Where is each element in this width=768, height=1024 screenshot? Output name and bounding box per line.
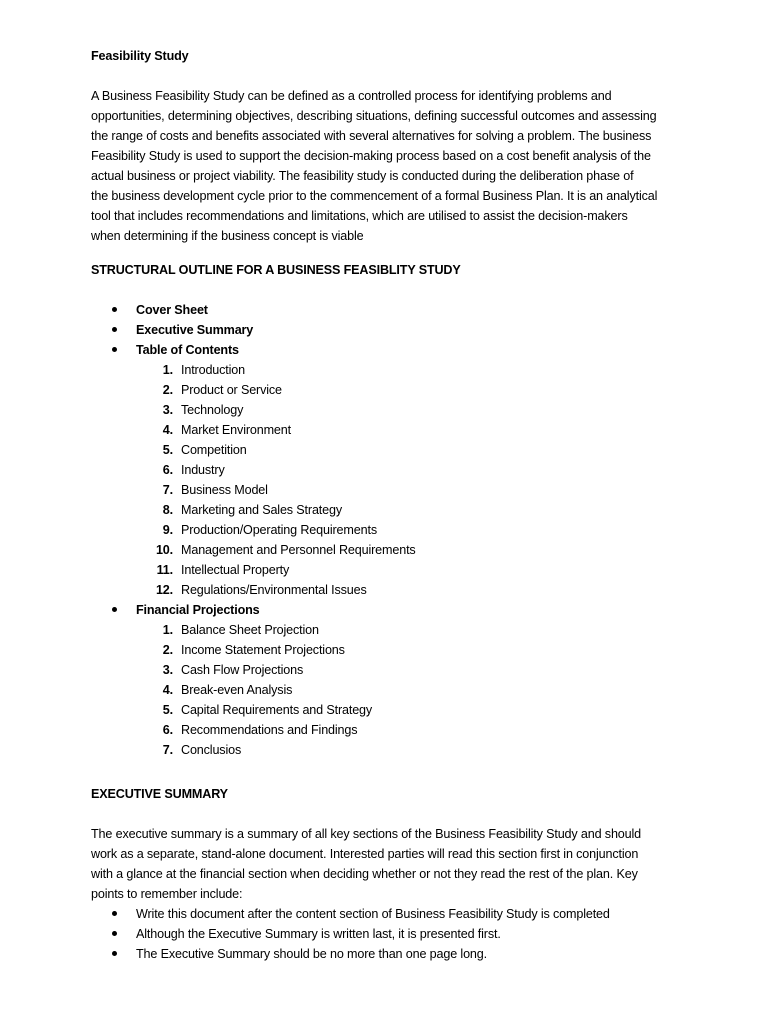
financial-item — [91, 680, 691, 700]
financial-item-number: 4. — [162, 683, 173, 697]
toc-item — [91, 380, 691, 400]
financial-item-number: 5. — [162, 703, 173, 717]
intro-line: tool that includes recommendations and limitations, which are utilised to assist the decision-makers — [91, 209, 628, 223]
exec-point-label: The Executive Summary should be no more than one page long. — [136, 947, 487, 961]
toc-item — [91, 460, 691, 480]
toc-item-label: Business Model — [181, 483, 268, 497]
bullet-icon — [112, 327, 117, 332]
financial-item-label: Balance Sheet Projection — [181, 623, 319, 637]
toc-item-label: Introduction — [181, 363, 246, 377]
exec-line: with a glance at the financial section when deciding whether or not they read the rest of the plan. Key — [91, 867, 638, 881]
outline-item-label: Financial Projections — [136, 603, 260, 617]
financial-item — [91, 700, 691, 720]
bullet-icon — [112, 347, 117, 352]
toc-item-number: 6. — [162, 463, 173, 477]
financial-item — [91, 640, 691, 660]
financial-item-number: 1. — [162, 623, 173, 637]
toc-item — [91, 420, 691, 440]
toc-item-number: 10. — [155, 543, 173, 557]
toc-item — [91, 400, 691, 420]
bullet-icon — [112, 307, 117, 312]
intro-paragraph — [91, 86, 691, 246]
toc-item-label: Industry — [181, 463, 225, 477]
toc-item-label: Marketing and Sales Strategy — [181, 503, 343, 517]
intro-line: the business development cycle prior to the commencement of a formal Business Plan. It is an analytical — [91, 189, 658, 203]
toc-item-label: Market Environment — [181, 423, 291, 437]
toc-item — [91, 520, 691, 540]
toc-item-number: 3. — [162, 403, 173, 417]
toc-item-number: 7. — [162, 483, 173, 497]
outline-item-executive-summary — [91, 320, 691, 340]
exec-point-label: Although the Executive Summary is written last, it is presented first. — [136, 927, 501, 941]
financial-item-number: 7. — [162, 743, 173, 757]
executive-summary-paragraph — [91, 824, 691, 904]
toc-item — [91, 500, 691, 520]
toc-item — [91, 540, 691, 560]
outline-list — [91, 300, 691, 760]
financial-item-label: Income Statement Projections — [181, 643, 345, 657]
toc-item-number: 11. — [156, 563, 173, 577]
bullet-icon — [112, 607, 117, 612]
financial-item-number: 6. — [162, 723, 173, 737]
toc-item-number: 8. — [162, 503, 173, 517]
intro-line: when determining if the business concept is viable — [91, 229, 364, 243]
outline-item-table-of-contents — [91, 340, 691, 360]
intro-line: opportunities, determining objectives, describing situations, defining successful outcomes and assessing — [91, 109, 657, 123]
intro-line: A Business Feasibility Study can be defined as a controlled process for identifying problems and — [91, 89, 612, 103]
bullet-icon — [112, 931, 117, 936]
financial-item-label: Conclusios — [181, 743, 242, 757]
toc-item-number: 4. — [162, 423, 173, 437]
financial-item-label: Cash Flow Projections — [181, 663, 304, 677]
bullet-icon — [112, 951, 117, 956]
financial-item — [91, 660, 691, 680]
toc-item-number: 2. — [162, 383, 173, 397]
financial-item-number: 2. — [162, 643, 173, 657]
intro-line: Feasibility Study is used to support the decision-making process based on a cost benefit analysis of the — [91, 149, 651, 163]
intro-line: actual business or project viability. The feasibility study is conducted during the deliberation phase of — [91, 169, 634, 183]
exec-line: The executive summary is a summary of all key sections of the Business Feasibility Study and should — [91, 827, 642, 841]
exec-point — [91, 904, 691, 924]
financial-item — [91, 620, 691, 640]
toc-item-number: 1. — [162, 363, 173, 377]
exec-point-label: Write this document after the content section of Business Feasibility Study is completed — [136, 907, 610, 921]
financial-item-number: 3. — [162, 663, 173, 677]
executive-summary-heading: EXECUTIVE SUMMARY — [91, 787, 228, 801]
intro-line: the range of costs and benefits associated with several alternatives for solving a problem. The business — [91, 129, 652, 143]
toc-item-label: Technology — [181, 403, 244, 417]
executive-summary-points — [91, 904, 691, 964]
financial-item-label: Break-even Analysis — [181, 683, 293, 697]
financial-item — [91, 720, 691, 740]
toc-item-number: 5. — [162, 443, 173, 457]
outline-item-label: Cover Sheet — [136, 303, 208, 317]
toc-item — [91, 440, 691, 460]
toc-item — [91, 580, 691, 600]
bullet-icon — [112, 911, 117, 916]
outline-item-cover-sheet — [91, 300, 691, 320]
exec-point — [91, 944, 691, 964]
exec-line: points to remember include: — [91, 887, 243, 901]
exec-point — [91, 924, 691, 944]
outline-heading: STRUCTURAL OUTLINE FOR A BUSINESS FEASIBLITY STUDY — [91, 263, 461, 277]
toc-item — [91, 360, 691, 380]
exec-line: work as a separate, stand-alone document. Interested parties will read this section first in conjunction — [91, 847, 639, 861]
toc-item — [91, 560, 691, 580]
toc-item-label: Management and Personnel Requirements — [181, 543, 416, 557]
toc-item-label: Competition — [181, 443, 247, 457]
outline-item-financial-projections — [91, 600, 691, 620]
toc-item-number: 9. — [162, 523, 173, 537]
toc-item-number: 12. — [155, 583, 173, 597]
document-title: Feasibility Study — [91, 49, 189, 63]
toc-item-label: Product or Service — [181, 383, 282, 397]
financial-item-label: Recommendations and Findings — [181, 723, 358, 737]
document-page — [91, 46, 691, 964]
financial-item — [91, 740, 691, 760]
toc-item — [91, 480, 691, 500]
financial-item-label: Capital Requirements and Strategy — [181, 703, 373, 717]
toc-item-label: Production/Operating Requirements — [181, 523, 377, 537]
toc-item-label: Regulations/Environmental Issues — [181, 583, 367, 597]
outline-item-label: Executive Summary — [136, 323, 254, 337]
outline-item-label: Table of Contents — [136, 343, 239, 357]
toc-item-label: Intellectual Property — [181, 563, 290, 577]
